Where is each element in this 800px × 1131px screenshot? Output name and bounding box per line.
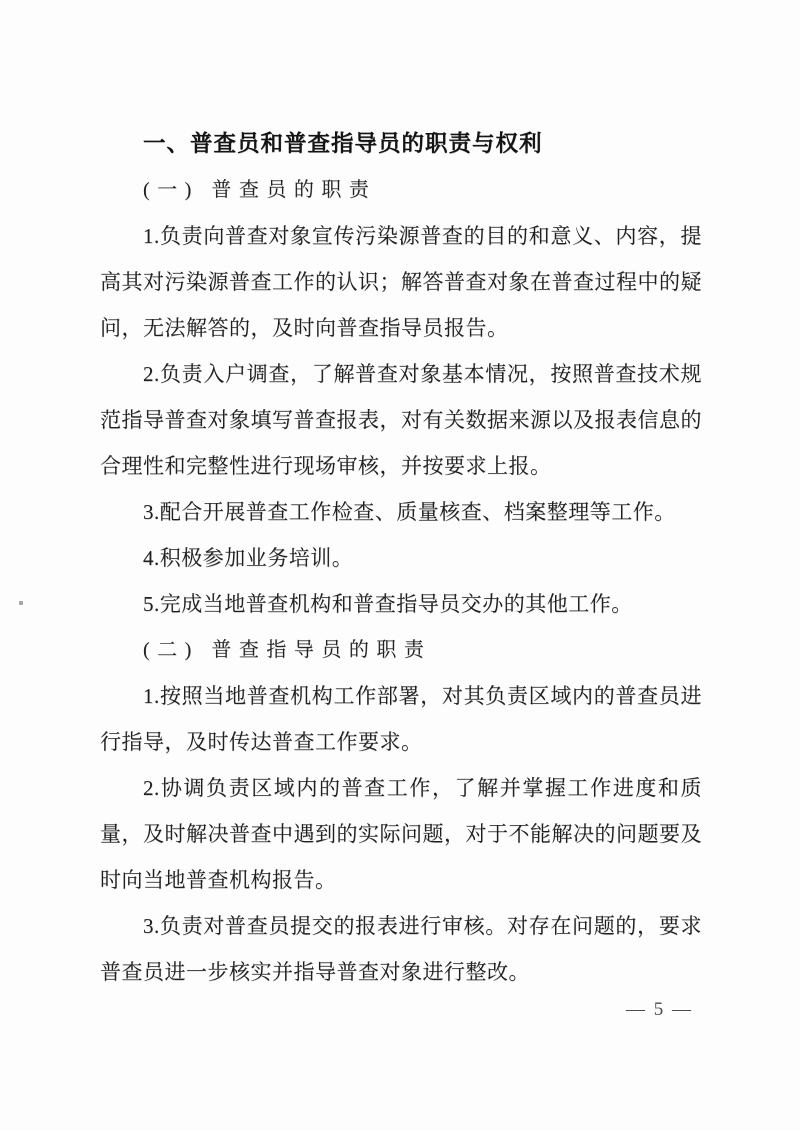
body-line: 时向当地普查机构报告。 (100, 868, 337, 892)
body-line: 行指导，及时传达普查工作要求。 (100, 730, 423, 754)
body-line: 问，无法解答的，及时向普查指导员报告。 (100, 316, 509, 340)
body-line: 2.协调负责区域内的普查工作，了解并掌握工作进度和质 (143, 776, 702, 800)
doc-title: 一、普查员和普查指导员的职责与权利 (143, 131, 543, 156)
page-number: — 5 — (626, 999, 693, 1020)
body-line: 量，及时解决普查中遇到的实际问题，对于不能解决的问题要及 (100, 822, 702, 846)
scan-artifact-dot (19, 601, 23, 605)
body-line: 3.配合开展普查工作检查、质量核查、档案整理等工作。 (143, 500, 676, 524)
body-line: 1.负责向普查对象宣传污染源普查的目的和意义、内容，提 (143, 224, 702, 248)
body-line: 4.积极参加业务培训。 (143, 546, 354, 570)
subsection-1-heading: (一) 普查员的职责 (143, 179, 377, 201)
document-content (100, 121, 702, 995)
subsection-2-heading: (二) 普查指导员的职责 (143, 639, 432, 661)
body-line: 普查员进一步核实并指导普查对象进行整改。 (100, 960, 530, 984)
body-line: 1.按照当地普查机构工作部署，对其负责区域内的普查员进 (143, 684, 702, 708)
body-line: 合理性和完整性进行现场审核，并按要求上报。 (100, 454, 552, 478)
body-line: 5.完成当地普查机构和普查指导员交办的其他工作。 (143, 592, 633, 616)
body-line: 范指导普查对象填写普查报表，对有关数据来源以及报表信息的 (100, 408, 702, 432)
body-line: 2.负责入户调查，了解普查对象基本情况，按照普查技术规 (143, 362, 702, 386)
body-line: 3.负责对普查员提交的报表进行审核。对存在问题的，要求 (143, 914, 702, 938)
body-line: 高其对污染源普查工作的认识；解答普查对象在普查过程中的疑 (100, 270, 702, 294)
